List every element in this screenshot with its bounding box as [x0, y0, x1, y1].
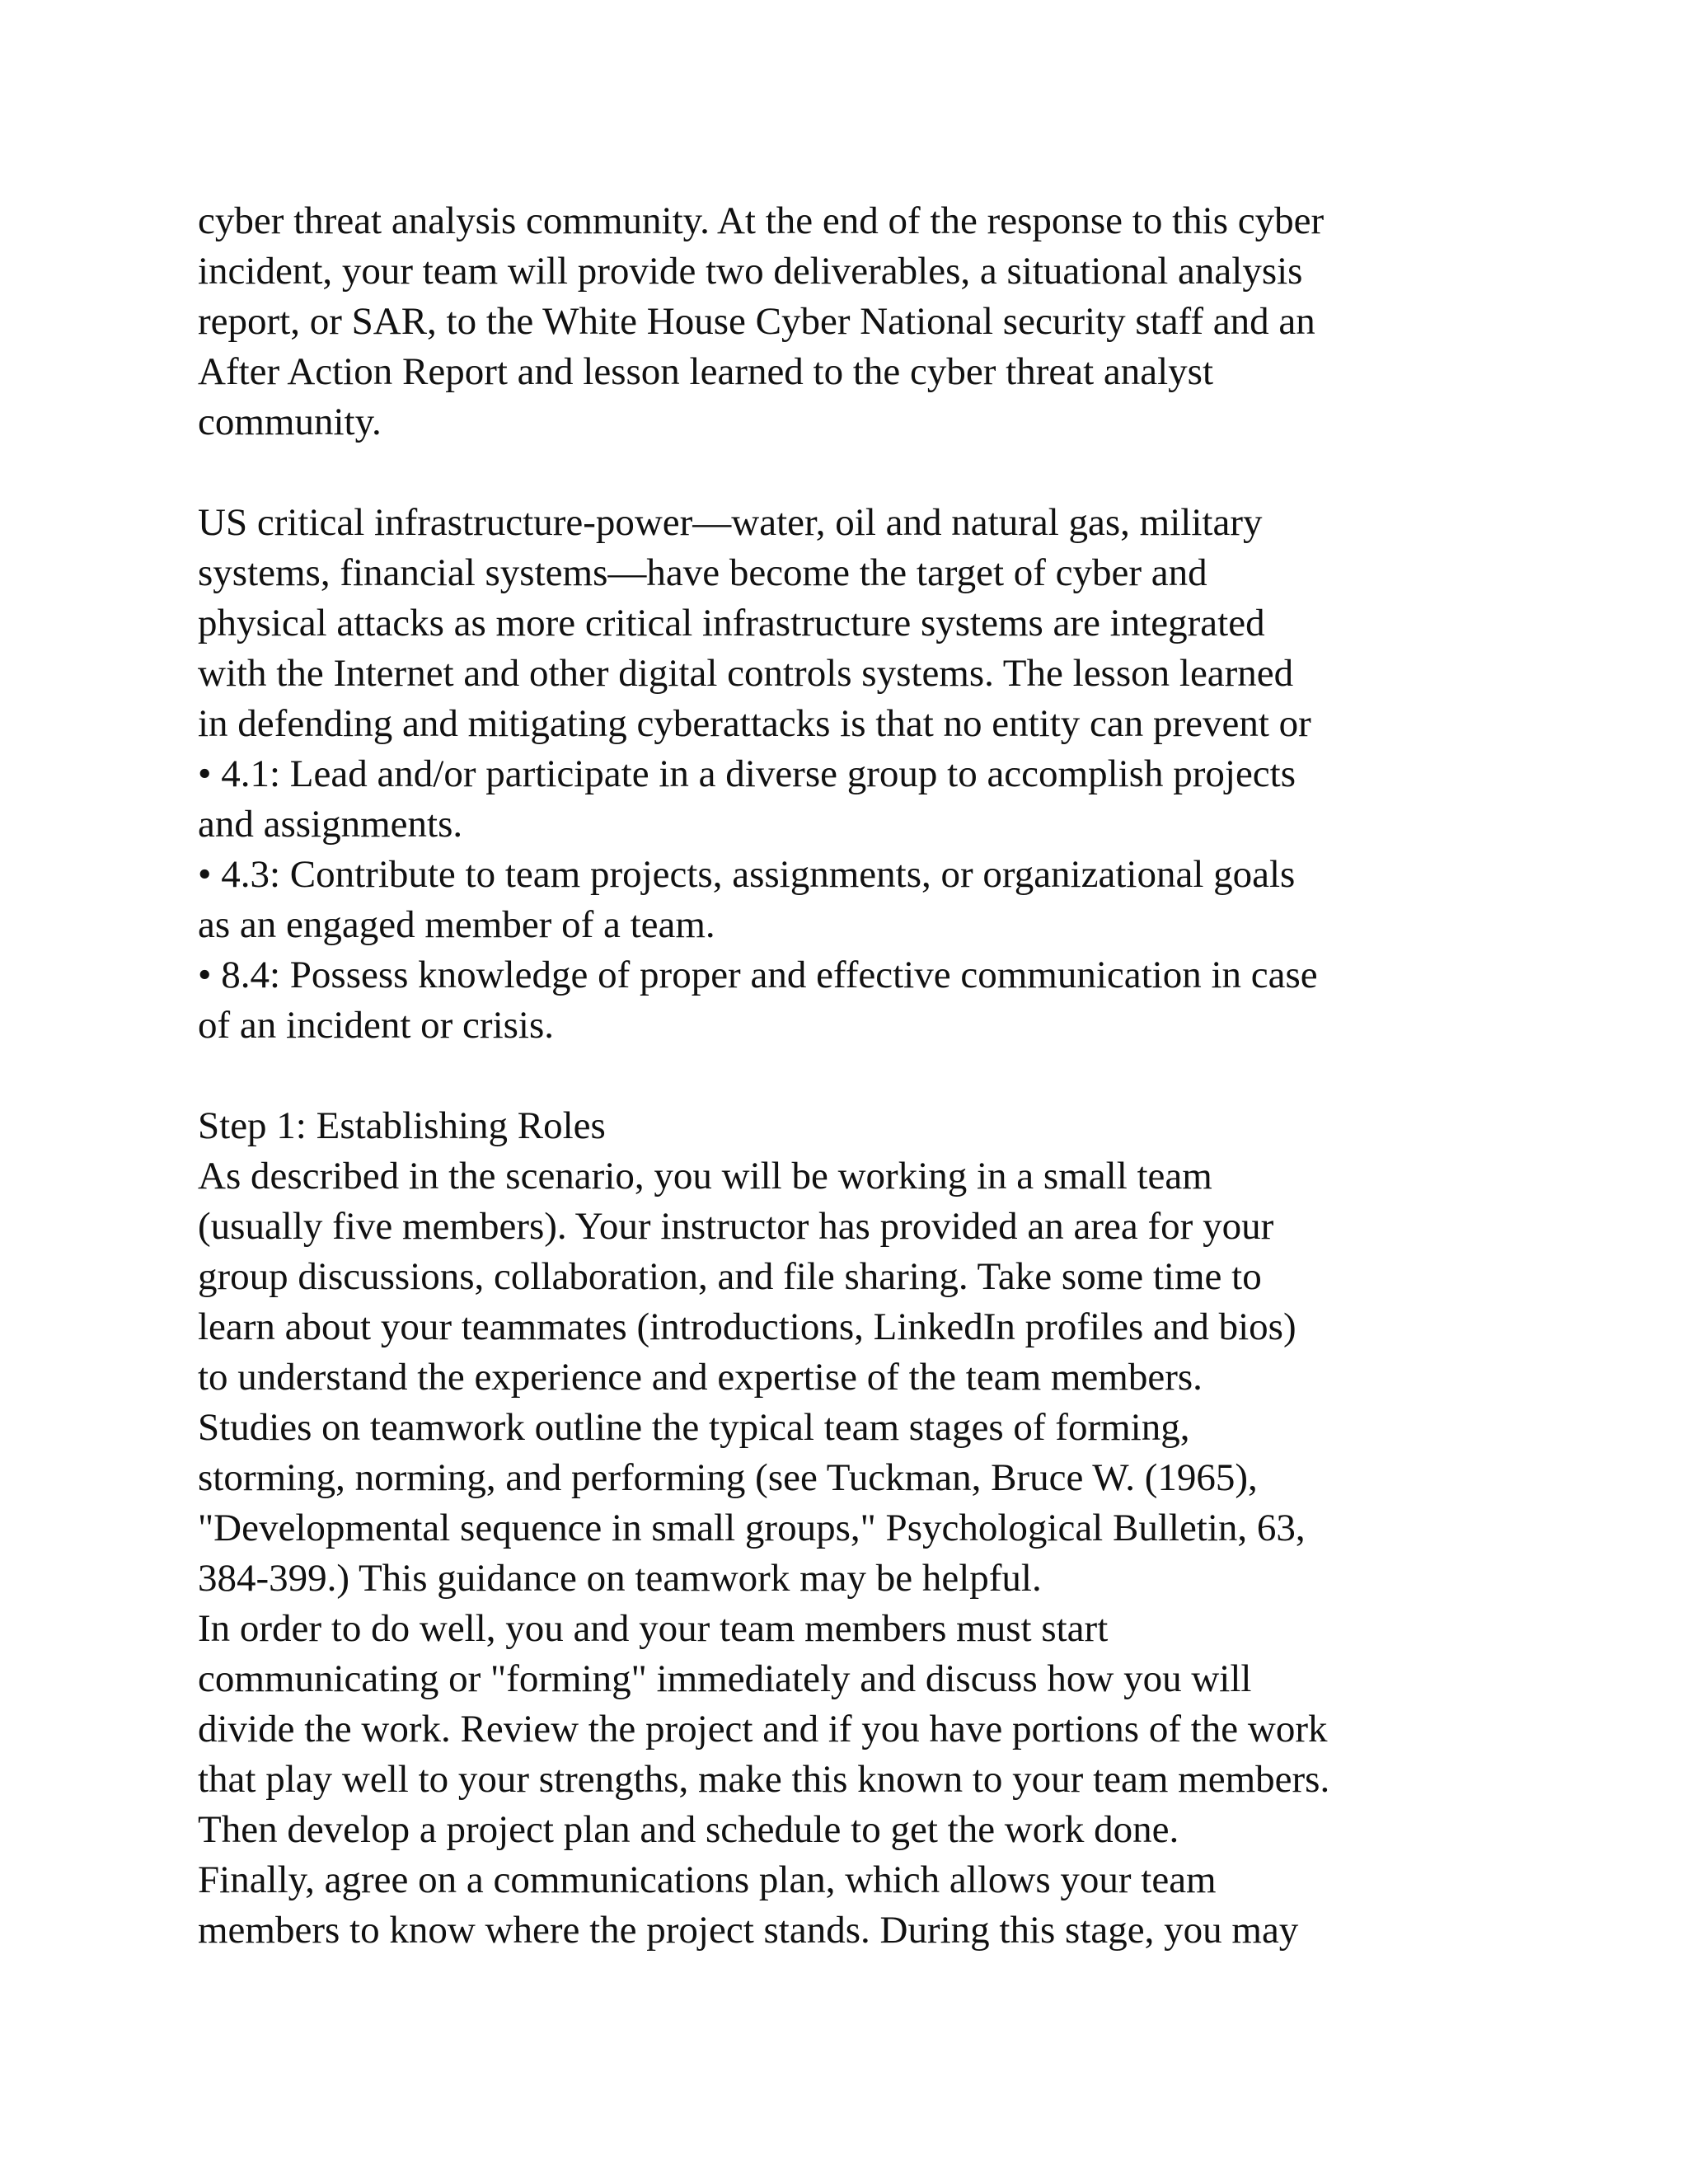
text-line: 384-399.) This guidance on teamwork may be helpful. — [198, 1557, 1042, 1600]
text-line: in defending and mitigating cyberattacks is that no entity can prevent or — [198, 702, 1311, 745]
bullet-item: • 4.1: Lead and/or participate in a diverse group to accomplish projects — [198, 752, 1296, 795]
paragraph-critical-infrastructure — [198, 498, 1500, 749]
text-line: Then develop a project plan and schedule to get the work done. — [198, 1808, 1179, 1851]
text-line: group discussions, collaboration, and file sharing. Take some time to — [198, 1255, 1262, 1298]
text-line: community. — [198, 401, 382, 443]
text-line: "Developmental sequence in small groups," Psychological Bulletin, 63, — [198, 1507, 1306, 1549]
paragraph-spacer — [198, 448, 1500, 498]
text-line: (usually five members). Your instructor has provided an area for your — [198, 1205, 1274, 1248]
bullet-item: • 4.3: Contribute to team projects, assignments, or organizational goals — [198, 853, 1296, 896]
text-line: After Action Report and lesson learned to the cyber threat analyst — [198, 350, 1214, 393]
text-line: physical attacks as more critical infrastructure systems are integrated — [198, 602, 1265, 644]
text-line: that play well to your strengths, make this known to your team members. — [198, 1758, 1330, 1801]
bullet-item-continuation: and assignments. — [198, 803, 463, 846]
text-line: to understand the experience and expertise of the team members. — [198, 1356, 1203, 1399]
competency-bullet-list — [198, 749, 1500, 1051]
text-line: divide the work. Review the project and if you have portions of the work — [198, 1708, 1328, 1750]
text-line: US critical infrastructure-power—water, oil and natural gas, military — [198, 501, 1263, 544]
bullet-item-continuation: as an engaged member of a team. — [198, 903, 715, 946]
text-line: systems, financial systems—have become the target of cyber and — [198, 551, 1207, 594]
text-line: Studies on teamwork outline the typical team stages of forming, — [198, 1406, 1190, 1449]
text-line: with the Internet and other digital controls systems. The lesson learned — [198, 652, 1294, 695]
text-line: storming, norming, and performing (see Tuckman, Bruce W. (1965), — [198, 1456, 1258, 1499]
paragraph-deliverables — [198, 196, 1500, 448]
text-line: cyber threat analysis community. At the end of the response to this cyber — [198, 199, 1325, 242]
bullet-item-continuation: of an incident or crisis. — [198, 1004, 555, 1047]
text-line: learn about your teammates (introductions, LinkedIn profiles and bios) — [198, 1305, 1296, 1348]
section-heading: Step 1: Establishing Roles — [198, 1104, 606, 1147]
paragraph-spacer — [198, 1051, 1500, 1101]
bullet-item: • 8.4: Possess knowledge of proper and effective communication in case — [198, 954, 1318, 996]
text-line: incident, your team will provide two deliverables, a situational analysis — [198, 250, 1303, 293]
text-line: As described in the scenario, you will be working in a small team — [198, 1155, 1212, 1197]
text-line: Finally, agree on a communications plan, which allows your team — [198, 1858, 1217, 1901]
section-step-1 — [198, 1101, 1500, 1956]
text-line: report, or SAR, to the White House Cyber National security staff and an — [198, 300, 1315, 343]
document-body — [198, 196, 1500, 1956]
text-line: In order to do well, you and your team members must start — [198, 1607, 1109, 1650]
text-line: members to know where the project stands. During this stage, you may — [198, 1909, 1299, 1952]
text-line: communicating or "forming" immediately and discuss how you will — [198, 1657, 1252, 1700]
